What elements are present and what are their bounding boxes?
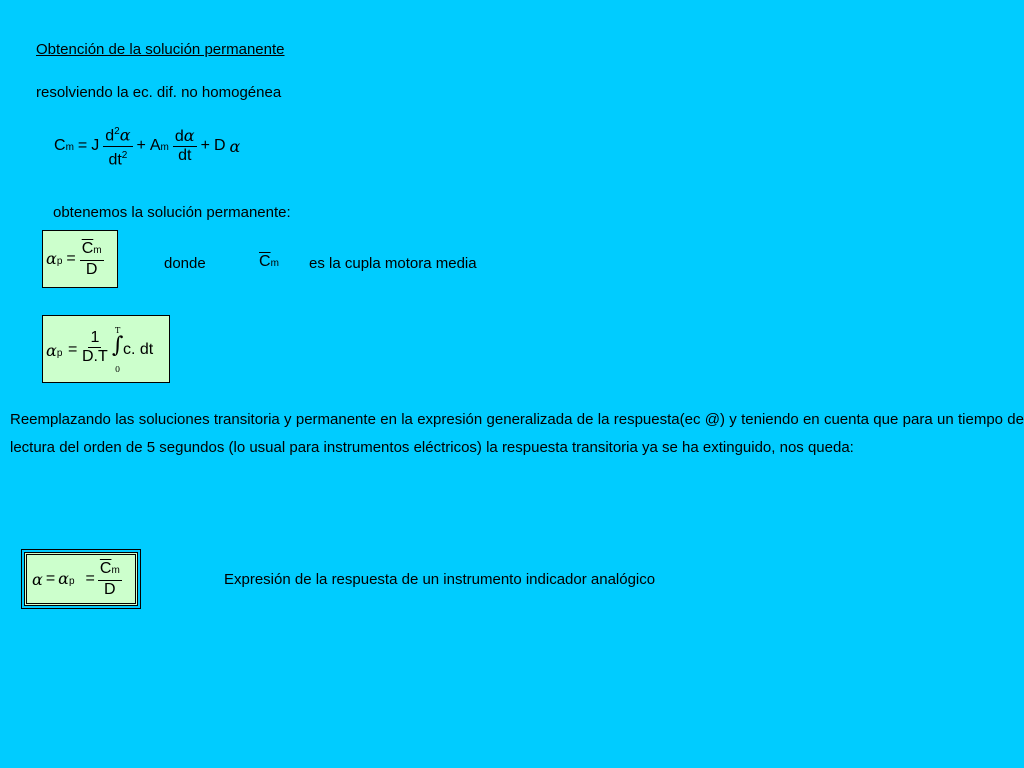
cm-over-d: $\frac{\overline{C}m}{D}$ xyxy=(99,559,120,598)
cm-symbol: $\overline{C}m$ xyxy=(259,253,279,270)
equals: = xyxy=(66,250,76,267)
alpha: α xyxy=(32,569,43,589)
intro-text: resolviendo la ec. dif. no homogénea xyxy=(36,84,282,101)
obtain-label: obtenemos la solución permanente: xyxy=(53,204,291,221)
equals-1: = xyxy=(45,570,56,587)
equals: = xyxy=(68,341,78,358)
eq-plus-2: + xyxy=(200,137,210,154)
eq-d: D xyxy=(213,137,226,154)
equals-2: = xyxy=(85,570,95,587)
integral-lower-limit: 0 xyxy=(115,365,121,374)
mean-integral-box xyxy=(42,315,170,383)
alpha-p: αp xyxy=(58,569,75,588)
alpha-p: αp xyxy=(46,341,63,360)
integral-upper-limit: T xyxy=(115,326,121,335)
cupla-label: es la cupla motora media xyxy=(309,255,477,272)
differential-equation xyxy=(54,122,240,170)
explanation-paragraph: Reemplazando las soluciones transitoria y permanente en la expresión generalizada de la respuesta(ec @) y teniendo en cuenta que para un tiempo de lectura del orden de 5 segundos (lo usual para instrumentos eléctricos) la respuesta transitoria ya se ha extinguido, nos queda: xyxy=(10,411,1024,456)
page-title: Obtención de la solución permanente xyxy=(36,41,285,58)
cm-over-d: $\frac{\overline{C}m}{D}$ xyxy=(81,239,102,278)
eq-plus-1: + xyxy=(136,137,146,154)
eq-alpha: α xyxy=(229,136,241,156)
eq-first-derivative: $\frac{d\alpha}{dt}$ xyxy=(174,126,195,164)
expression-label: Expresión de la respuesta de un instrumento indicador analógico xyxy=(224,571,656,588)
final-expression-box xyxy=(24,552,138,606)
one-over-dt: $\frac{1}{D.T}$ xyxy=(82,329,108,365)
eq-equals: = xyxy=(77,137,88,154)
permanent-solution-box xyxy=(42,230,118,288)
eq-j: J xyxy=(91,137,100,154)
eq-second-derivative: $\frac{d^2\alpha}{dt^2}$ xyxy=(103,123,132,169)
donde-label: donde xyxy=(164,255,206,272)
eq-am: Am xyxy=(149,137,169,154)
eq-cm: Cm xyxy=(54,137,74,154)
integral-sign: ∫ xyxy=(112,333,124,358)
integrand: c. dt xyxy=(123,341,154,358)
alpha-p: αp xyxy=(46,249,63,268)
